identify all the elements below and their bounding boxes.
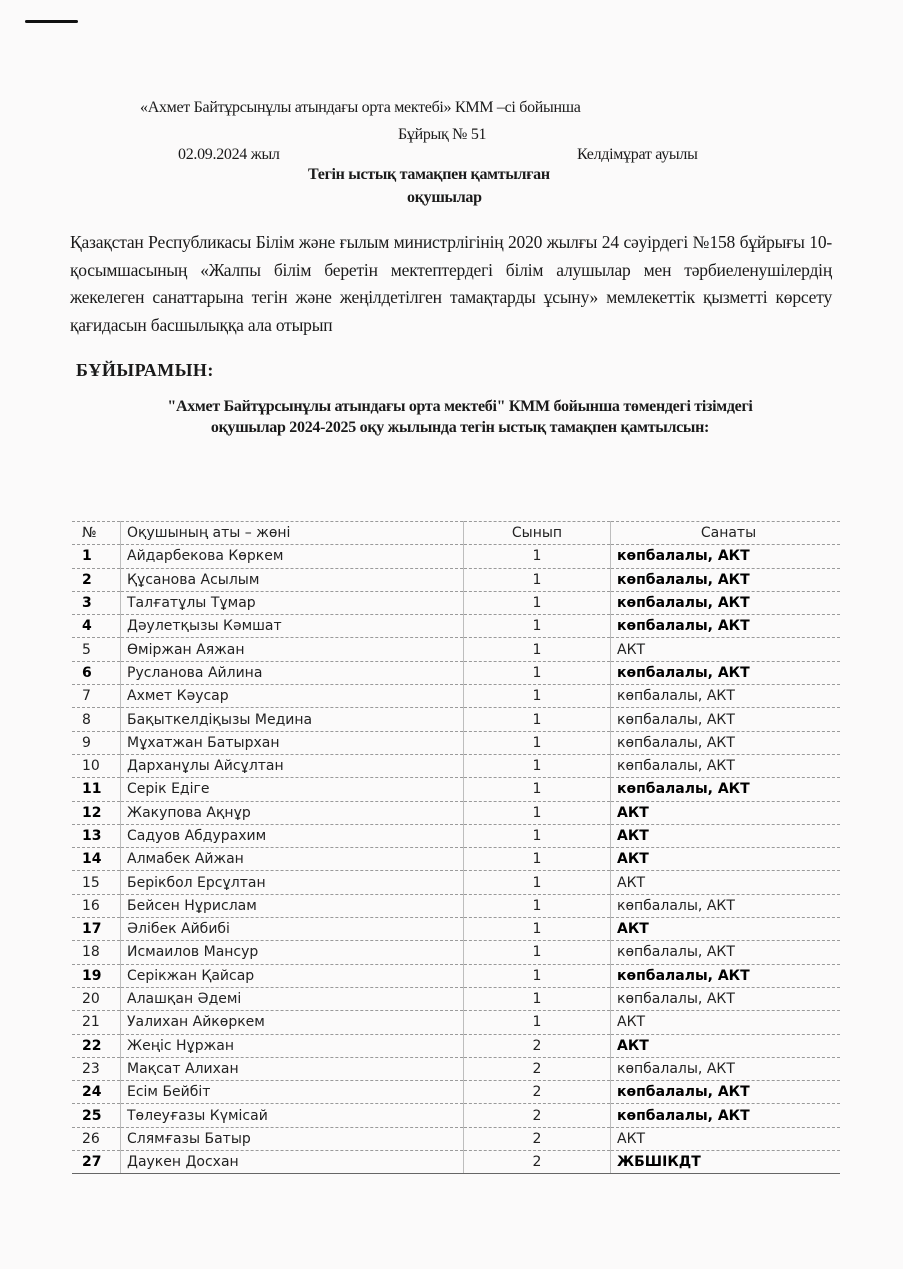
row-number: 19 [72,964,121,987]
table-row [72,824,840,847]
student-grade: 1 [464,661,611,684]
row-number: 18 [72,941,121,964]
students-table [72,521,840,1174]
decree-line-1: "Ахмет Байтұрсынұлы атындағы орта мектебі" КММ бойынша төмендегі тізімдегі [167,398,753,415]
student-name: Талғатұлы Тұмар [121,591,464,614]
student-category: АКТ [611,848,841,871]
student-name: Слямғазы Батыр [121,1127,464,1150]
student-name: Ахмет Кәусар [121,685,464,708]
student-name: Мұхатжан Батырхан [121,731,464,754]
table-row [72,545,840,568]
student-grade: 1 [464,591,611,614]
orders-heading: БҰЙЫРАМЫН: [76,360,214,380]
student-category: көпбалалы, АКТ [611,754,841,777]
student-category: көпбалалы, АКТ [611,731,841,754]
student-category: көпбалалы, АКТ [611,941,841,964]
table-row [72,1127,840,1150]
student-category: АКТ [611,918,841,941]
row-number: 24 [72,1081,121,1104]
student-name: Уалихан Айкөркем [121,1011,464,1034]
row-number: 25 [72,1104,121,1127]
row-number: 23 [72,1057,121,1080]
document-title: Тегін ыстық тамақпен қамтылған [308,166,550,183]
student-name: Бейсен Нұрислам [121,894,464,917]
student-category: көпбалалы, АКТ [611,778,841,801]
student-name: Дәулетқызы Кәмшат [121,615,464,638]
table-row [72,685,840,708]
row-number: 26 [72,1127,121,1150]
row-number: 6 [72,661,121,684]
student-category: көпбалалы, АКТ [611,987,841,1010]
table-row [72,964,840,987]
student-grade: 1 [464,754,611,777]
student-grade: 2 [464,1127,611,1150]
student-category: көпбалалы, АКТ [611,1104,841,1127]
table-row [72,894,840,917]
row-number: 27 [72,1151,121,1174]
student-name: Серік Едіге [121,778,464,801]
student-category: АКТ [611,638,841,661]
table-row [72,754,840,777]
student-name: Садуов Абдурахим [121,824,464,847]
table-row [72,941,840,964]
student-grade: 1 [464,615,611,638]
table-row [72,568,840,591]
column-header-number: № [72,522,121,545]
table-row [72,1151,840,1174]
student-grade: 2 [464,1081,611,1104]
row-number: 13 [72,824,121,847]
column-header-name: Оқушының аты – жөні [121,522,464,545]
student-grade: 1 [464,568,611,591]
table-row [72,801,840,824]
student-grade: 1 [464,1011,611,1034]
student-name: Айдарбекова Көркем [121,545,464,568]
table-row [72,661,840,684]
student-category: АКТ [611,871,841,894]
student-grade: 1 [464,987,611,1010]
student-category: көпбалалы, АКТ [611,568,841,591]
table-row [72,615,840,638]
student-name: Берікбол Ерсұлтан [121,871,464,894]
student-category: көпбалалы, АКТ [611,685,841,708]
student-grade: 1 [464,638,611,661]
student-name: Төлеуғазы Күмісай [121,1104,464,1127]
student-name: Мақсат Алихан [121,1057,464,1080]
row-number: 20 [72,987,121,1010]
student-category: АКТ [611,1011,841,1034]
student-name: Исмаилов Мансур [121,941,464,964]
row-number: 15 [72,871,121,894]
student-name: Бақыткелдіқызы Медина [121,708,464,731]
row-number: 9 [72,731,121,754]
table-row [72,1057,840,1080]
student-grade: 1 [464,545,611,568]
row-number: 21 [72,1011,121,1034]
student-name: Құсанова Асылым [121,568,464,591]
student-category: көпбалалы, АКТ [611,545,841,568]
village: Келдімұрат ауылы [577,146,698,163]
row-number: 17 [72,918,121,941]
row-number: 1 [72,545,121,568]
student-grade: 1 [464,778,611,801]
order-number: Бұйрық № 51 [398,126,487,143]
student-category: АКТ [611,1127,841,1150]
row-number: 5 [72,638,121,661]
row-number: 22 [72,1034,121,1057]
table-row [72,871,840,894]
student-grade: 1 [464,894,611,917]
table-row [72,731,840,754]
student-grade: 2 [464,1057,611,1080]
student-category: көпбалалы, АКТ [611,1057,841,1080]
decree-text [80,396,840,438]
student-grade: 1 [464,685,611,708]
student-name: Жеңіс Нұржан [121,1034,464,1057]
decree-line-2: оқушылар 2024-2025 оқу жылында тегін ыстық тамақпен қамтылсын: [210,419,710,436]
preamble-paragraph: Қазақстан Республикасы Білім және ғылым министрлігінің 2020 жылғы 24 сәуірдегі №158 бұйрығы 10-қосымшасының «Жалпы білім беретін мектептердегі білім алушылар мен тәрбиеленушілердің жекелеген санаттарына тегін және жеңілдетілген тамақтарды ұсыну» мемлекеттік қызметті көрсету қағидасын басшылыққа ала отырып [70,232,832,335]
student-grade: 1 [464,731,611,754]
table-row [72,1011,840,1034]
student-grade: 2 [464,1104,611,1127]
student-grade: 1 [464,824,611,847]
student-name: Даукен Досхан [121,1151,464,1174]
column-header-grade: Сынып [464,522,611,545]
student-grade: 1 [464,918,611,941]
student-category: көпбалалы, АКТ [611,708,841,731]
student-category: АКТ [611,1034,841,1057]
student-name: Есім Бейбіт [121,1081,464,1104]
student-category: көпбалалы, АКТ [611,894,841,917]
table-row [72,918,840,941]
table-row [72,638,840,661]
student-name: Жакупова Ақнұр [121,801,464,824]
student-name: Әлібек Айбибі [121,918,464,941]
student-category: ЖБШІКДТ [611,1151,841,1174]
student-grade: 2 [464,1151,611,1174]
column-header-category: Санаты [611,522,841,545]
student-grade: 1 [464,871,611,894]
student-name: Өміржан Аяжан [121,638,464,661]
student-name: Алмабек Айжан [121,848,464,871]
row-number: 12 [72,801,121,824]
student-name: Алашқан Әдемі [121,987,464,1010]
student-name: Дарханұлы Айсұлтан [121,754,464,777]
order-date: 02.09.2024 жыл [178,146,280,163]
table-row [72,708,840,731]
student-category: көпбалалы, АКТ [611,1081,841,1104]
student-category: АКТ [611,824,841,847]
row-number: 11 [72,778,121,801]
student-category: көпбалалы, АКТ [611,615,841,638]
student-grade: 1 [464,801,611,824]
table-header-row [72,522,840,545]
table-row [72,1034,840,1057]
row-number: 3 [72,591,121,614]
student-name: Серікжан Қайсар [121,964,464,987]
student-grade: 1 [464,708,611,731]
table-row [72,778,840,801]
student-grade: 1 [464,848,611,871]
row-number: 16 [72,894,121,917]
row-number: 8 [72,708,121,731]
table-row [72,591,840,614]
table-row [72,987,840,1010]
table-row [72,848,840,871]
student-category: көпбалалы, АКТ [611,661,841,684]
row-number: 2 [72,568,121,591]
student-grade: 1 [464,964,611,987]
row-number: 7 [72,685,121,708]
scan-mark [25,20,78,23]
student-grade: 1 [464,941,611,964]
student-category: көпбалалы, АКТ [611,964,841,987]
table-row [72,1081,840,1104]
row-number: 10 [72,754,121,777]
row-number: 4 [72,615,121,638]
student-name: Русланова Айлина [121,661,464,684]
document-title-line2: оқушылар [407,189,482,206]
row-number: 14 [72,848,121,871]
student-category: АКТ [611,801,841,824]
student-grade: 2 [464,1034,611,1057]
table-row [72,1104,840,1127]
student-category: көпбалалы, АКТ [611,591,841,614]
organization-line: «Ахмет Байтұрсынұлы атындағы орта мектебі» КММ –сі бойынша [140,99,581,116]
